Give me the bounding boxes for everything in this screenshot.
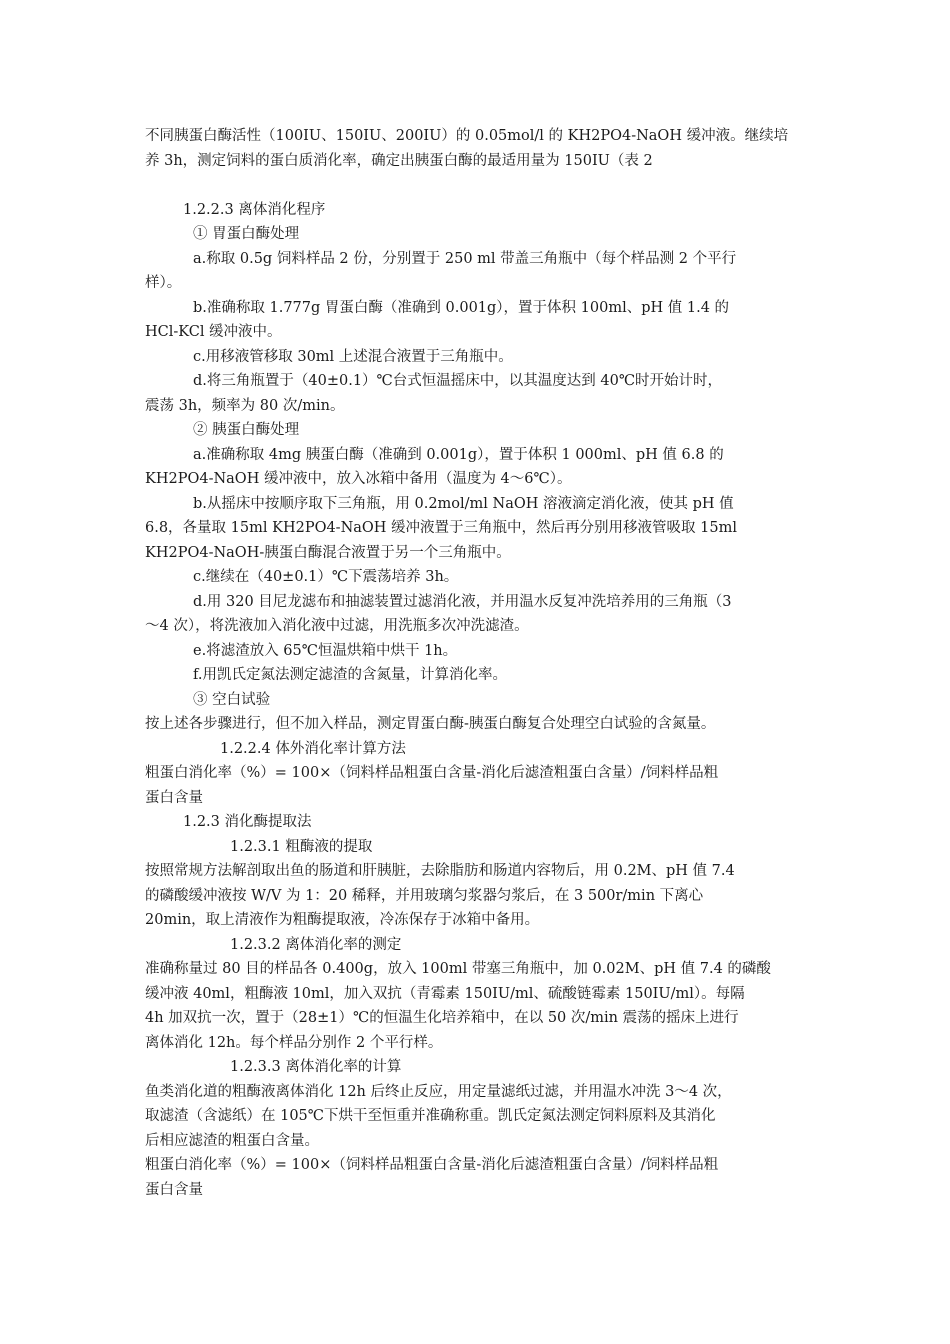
text-line: 震荡 3h，频率为 80 次/min。 <box>145 397 345 414</box>
text-line: 缓冲液 40ml，粗酶液 10ml，加入双抗（青霉素 150IU/ml、硫酸链霉素 150IU/ml）。每隔 <box>145 985 745 1002</box>
text-line: ② 胰蛋白酶处理 <box>193 422 300 438</box>
text-line: c.用移液管移取 30ml 上述混合液置于三角瓶中。 <box>193 348 513 365</box>
text-line: ～4 次），将洗液加入消化液中过滤，用洗瓶多次冲洗滤渣。 <box>145 618 529 634</box>
text-line: d.将三角瓶置于（40±0.1）℃台式恒温摇床中，以其温度达到 40℃时开始计时， <box>193 373 723 389</box>
text-line: 蛋白含量 <box>145 789 203 806</box>
text-line: 不同胰蛋白酶活性（100IU、150IU、200IU）的 0.05mol/l 的 KH2PO4-NaOH 缓冲液。继续培 <box>145 128 789 144</box>
text-line: 蛋白含量 <box>145 1181 203 1198</box>
text-line: 20min，取上清液作为粗酶提取液，冷冻保存于冰箱中备用。 <box>145 912 540 928</box>
text-line: 养 3h，测定饲料的蛋白质消化率，确定出胰蛋白酶的最适用量为 150IU（表 2 <box>145 152 653 169</box>
text-line: 1.2.2.3 离体消化程序 <box>183 201 326 218</box>
text-line: e.将滤渣放入 65℃恒温烘箱中烘干 1h。 <box>193 642 458 659</box>
text-line: a.准确称取 4mg 胰蛋白酶（准确到 0.001g），置于体积 1 000ml、pH 值 6.8 的 <box>193 446 724 463</box>
document-body <box>145 124 810 1202</box>
text-line: 粗蛋白消化率（%）= 100×（饲料样品粗蛋白含量-消化后滤渣粗蛋白含量）/饲料样品粗 <box>145 1157 719 1173</box>
text-line: HCl-KCl 缓冲液中。 <box>145 324 282 340</box>
text-line: 离体消化 12h。每个样品分别作 2 个平行样。 <box>145 1034 443 1051</box>
text-line: 4h 加双抗一次，置于（28±1）℃的恒温生化培养箱中，在以 50 次/min 震荡的摇床上进行 <box>145 1010 739 1026</box>
text-line: 6.8，各量取 15ml KH2PO4-NaOH 缓冲液置于三角瓶中，然后再分别用移液管吸取 15ml <box>145 520 738 536</box>
text-line: 的磷酸缓冲液按 W/V 为 1：20 稀释，并用玻璃匀浆器匀浆后，在 3 500r/min 下离心 <box>145 887 704 904</box>
text-line: c.继续在（40±0.1）℃下震荡培养 3h。 <box>193 569 459 585</box>
text-line: 1.2.2.4 体外消化率计算方法 <box>220 740 406 757</box>
text-line: 1.2.3.2 离体消化率的测定 <box>230 936 402 953</box>
text-line: f.用凯氏定氮法测定滤渣的含氮量，计算消化率。 <box>193 667 507 683</box>
text-line: 1.2.3.1 粗酶液的提取 <box>230 838 373 855</box>
text-line: KH2PO4-NaOH 缓冲液中，放入冰箱中备用（温度为 4～6℃）。 <box>145 471 572 487</box>
text-line: 准确称量过 80 目的样品各 0.400g，放入 100ml 带塞三角瓶中，加 0.02M、pH 值 7.4 的磷酸 <box>145 961 771 977</box>
text-line: 1.2.3 消化酶提取法 <box>183 814 312 830</box>
text-line: 按上述各步骤进行，但不加入样品，测定胃蛋白酶-胰蛋白酶复合处理空白试验的含氮量。 <box>145 716 716 732</box>
text-line: ③ 空白试验 <box>193 691 271 708</box>
text-line: KH2PO4-NaOH-胰蛋白酶混合液置于另一个三角瓶中。 <box>145 544 511 561</box>
text-line: b.准确称取 1.777g 胃蛋白酶（准确到 0.001g），置于体积 100ml、pH 值 1.4 的 <box>193 299 730 316</box>
text-line: 样）。 <box>145 275 182 291</box>
blank-line <box>145 173 810 198</box>
text-line: b.从摇床中按顺序取下三角瓶，用 0.2mol/ml NaOH 溶液滴定消化液，使其 pH 值 <box>193 495 734 512</box>
text-line: 鱼类消化道的粗酶液离体消化 12h 后终止反应，用定量滤纸过滤，并用温水冲洗 3～4 次， <box>145 1083 732 1100</box>
text-line: a.称取 0.5g 饲料样品 2 份，分别置于 250 ml 带盖三角瓶中（每个样品测 2 个平行 <box>193 250 737 267</box>
text-line: 取滤渣（含滤纸）在 105℃下烘干至恒重并准确称重。凯氏定氮法测定饲料原料及其消化 <box>145 1108 716 1124</box>
text-line: ① 胃蛋白酶处理 <box>193 226 300 242</box>
text-line: 后相应滤渣的粗蛋白含量。 <box>145 1132 319 1149</box>
text-line: d.用 320 目尼龙滤布和抽滤装置过滤消化液，并用温水反复冲洗培养用的三角瓶（3 <box>193 593 732 610</box>
text-line: 粗蛋白消化率（%）= 100×（饲料样品粗蛋白含量-消化后滤渣粗蛋白含量）/饲料样品粗 <box>145 765 719 781</box>
text-line: 按照常规方法解剖取出鱼的肠道和肝胰脏，去除脂肪和肠道内容物后，用 0.2M、pH 值 7.4 <box>145 863 735 879</box>
text-line: 1.2.3.3 离体消化率的计算 <box>230 1059 402 1075</box>
